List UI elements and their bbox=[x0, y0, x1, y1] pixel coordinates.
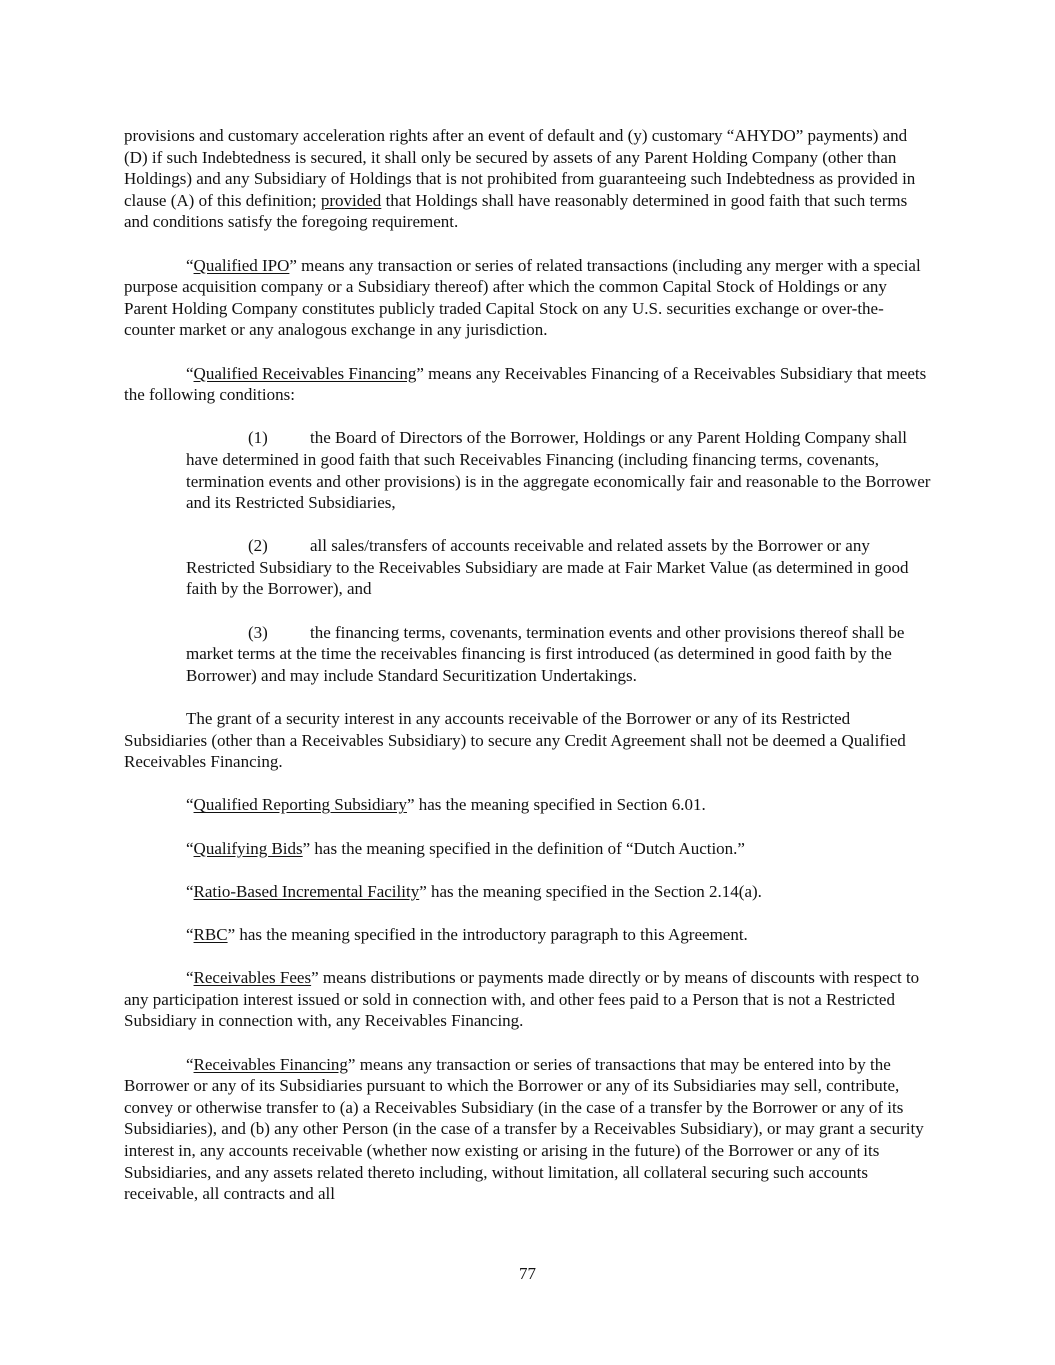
body-text bbox=[124, 125, 934, 1226]
definition-qualified-reporting-subsidiary: “Qualified Reporting Subsidiary” has the meaning specified in Section 6.01. bbox=[186, 795, 706, 815]
defined-term: Qualified Reporting Subsidiary bbox=[193, 795, 407, 815]
defined-term: Ratio-Based Incremental Facility bbox=[193, 881, 420, 901]
definition-rbc: “RBC” has the meaning specified in the introductory paragraph to this Agreement. bbox=[186, 924, 748, 944]
continuation-paragraph: provisions and customary acceleration rights after an event of default and (y) customary “AHYDO” payments) and (D) if such Indebtedness is secured, it shall only be secured by assets of any Parent Holding Company (other than Holdings) and any Subsidiary of Holdings that is not prohibited from guaranteeing such Indebtedness as provided in clause (A) of this definition; provided that Holdings shall have reasonably determined in good faith that such terms and conditions satisfy the foregoing requirement. bbox=[124, 126, 916, 232]
definition-receivables-financing: “Receivables Financing” means any transaction or series of transactions that may be entered into by the Borrower or any of its Subsidiaries pursuant to which the Borrower or any of its Subsidiaries may sell, contribute, convey or otherwise transfer to (a) a Receivables Subsidiary (in the case of a transfer by the Borrower or any of its Subsidiaries), and (b) any other Person (in the case of a transfer by a Receivables Subsidiary), or may grant a security interest in, any accounts receivable (whether now existing or arising in the future) of the Borrower or any of its Subsidiaries, and any assets related thereto including, without limitation, all collateral securing such accounts receivable, all contracts and all bbox=[124, 1054, 924, 1204]
defined-term: Qualified IPO bbox=[193, 255, 290, 275]
list-number: (2) bbox=[248, 536, 268, 556]
defined-term: Qualifying Bids bbox=[193, 838, 303, 858]
list-item: (1) the Board of Directors of the Borrower, Holdings or any Parent Holding Company shall have determined in good faith that such Receivables Financing (including financing terms, covenants, termination events and other provisions) is in the aggregate economically fair and reasonable to the Borrower and its Restricted Subsidiaries, bbox=[186, 428, 931, 513]
definition-qualified-receivables-financing: “Qualified Receivables Financing” means any Receivables Financing of a Receivables Subsidiary that meets the following conditions: bbox=[124, 363, 927, 405]
defined-term: Receivables Financing bbox=[193, 1054, 348, 1074]
grant-paragraph: The grant of a security interest in any accounts receivable of the Borrower or any of its Restricted Subsidiaries (other than a Receivables Subsidiary) to secure any Credit Agreement shall not be deemed a Qualified Receivables Financing. bbox=[124, 709, 906, 772]
defined-term: RBC bbox=[193, 924, 228, 944]
list-number: (3) bbox=[248, 622, 268, 642]
defined-term: Qualified Receivables Financing bbox=[193, 363, 417, 383]
definition-receivables-fees: “Receivables Fees” means distributions or payments made directly or by means of discounts with respect to any participation interest issued or sold in connection with, and other fees paid to a Person that is not a Restricted Subsidiary in connection with, any Receivables Financing. bbox=[124, 968, 920, 1031]
defined-term: provided bbox=[320, 190, 382, 210]
definition-qualified-ipo: “Qualified IPO” means any transaction or series of related transactions (including any merger with a special purpose acquisition company or a Subsidiary thereof) after which the common Capital Stock of Holdings or any Parent Holding Company constitutes publicly traded Capital Stock on any U.S. securities exchange or over-the-counter market or any analogous exchange in any jurisdiction. bbox=[124, 255, 921, 340]
list-item: (2) all sales/transfers of accounts receivable and related assets by the Borrower or any Restricted Subsidiary to the Receivables Subsidiary are made at Fair Market Value (as determined in good faith by the Borrower), and bbox=[186, 536, 909, 599]
list-number: (1) bbox=[248, 428, 268, 448]
list-item: (3) the financing terms, covenants, termination events and other provisions thereof shall be market terms at the time the receivables financing is first introduced (as determined in good faith by the Borrower) and may include Standard Securitization Undertakings. bbox=[186, 622, 905, 685]
definition-qualifying-bids: “Qualifying Bids” has the meaning specified in the definition of “Dutch Auction.” bbox=[186, 838, 745, 858]
page-number: 77 bbox=[519, 1264, 536, 1283]
definition-ratio-based-incremental-facility: “Ratio-Based Incremental Facility” has the meaning specified in the Section 2.14(a). bbox=[186, 881, 762, 901]
defined-term: Receivables Fees bbox=[193, 968, 312, 988]
